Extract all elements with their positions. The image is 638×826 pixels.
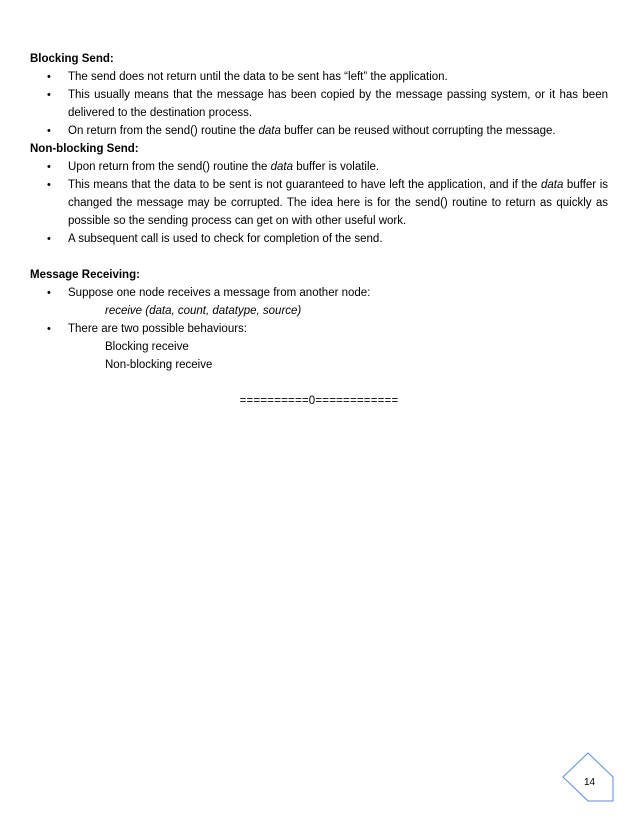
- item-text: buffer is changed the message may be corrupted. The idea here is for the send() routine to return as quickly as possible so the sending process can get on with other useful work.: [68, 179, 608, 227]
- bullet-icon: •: [47, 287, 51, 299]
- blocking-send-list: [30, 68, 608, 140]
- nonblocking-send-heading: Non-blocking Send:: [30, 143, 139, 155]
- list-item: [30, 320, 608, 338]
- item-text: Suppose one node receives a message from another node:: [68, 287, 371, 299]
- item-text-emphasis: data: [258, 125, 281, 137]
- nonblocking-send-list: [30, 158, 608, 248]
- item-text: A subsequent call is used to check for completion of the send.: [68, 233, 383, 245]
- spacer: [30, 248, 608, 266]
- bullet-icon: •: [47, 71, 51, 83]
- list-item: [30, 230, 608, 248]
- page-number: 14: [584, 777, 596, 788]
- blocking-send-heading: Blocking Send:: [30, 53, 114, 65]
- bullet-icon: •: [47, 89, 51, 101]
- bullet-icon: •: [47, 179, 51, 191]
- behaviour-nonblocking-receive: Non-blocking receive: [105, 359, 213, 371]
- list-item: [30, 122, 608, 140]
- list-item: [30, 158, 608, 176]
- bullet-icon: •: [47, 161, 51, 173]
- list-item: [30, 86, 608, 122]
- item-text: On return from the send() routine the: [68, 125, 259, 137]
- item-text-emphasis: data: [540, 179, 564, 191]
- receive-signature: receive (data, count, datatype, source): [105, 305, 302, 317]
- item-text-emphasis: data: [270, 161, 294, 173]
- behaviour-blocking-receive: Blocking receive: [105, 341, 189, 353]
- message-receiving-list-2: [30, 320, 608, 338]
- message-receiving-list: [30, 284, 608, 302]
- bullet-icon: •: [47, 125, 51, 137]
- list-item: [30, 68, 608, 86]
- item-text: This means that the data to be sent is not guaranteed to have left the application, and if the: [68, 179, 541, 191]
- page-content: [30, 50, 608, 410]
- item-text: buffer is volatile.: [293, 161, 380, 173]
- item-text: There are two possible behaviours:: [68, 323, 247, 335]
- list-item: [30, 176, 608, 230]
- item-text: The send does not return until the data to be sent has “left” the application.: [68, 71, 448, 83]
- message-receiving-heading: Message Receiving:: [30, 269, 140, 281]
- list-item: [30, 284, 608, 302]
- item-text: Upon return from the send() routine the: [68, 161, 271, 173]
- bullet-icon: •: [47, 233, 51, 245]
- section-divider: ==========0============: [239, 395, 399, 407]
- bullet-icon: •: [47, 323, 51, 335]
- item-text: buffer can be reused without corrupting the message.: [280, 125, 556, 137]
- item-text: This usually means that the message has been copied by the message passing system, or it has been delivered to the destination process.: [68, 89, 608, 119]
